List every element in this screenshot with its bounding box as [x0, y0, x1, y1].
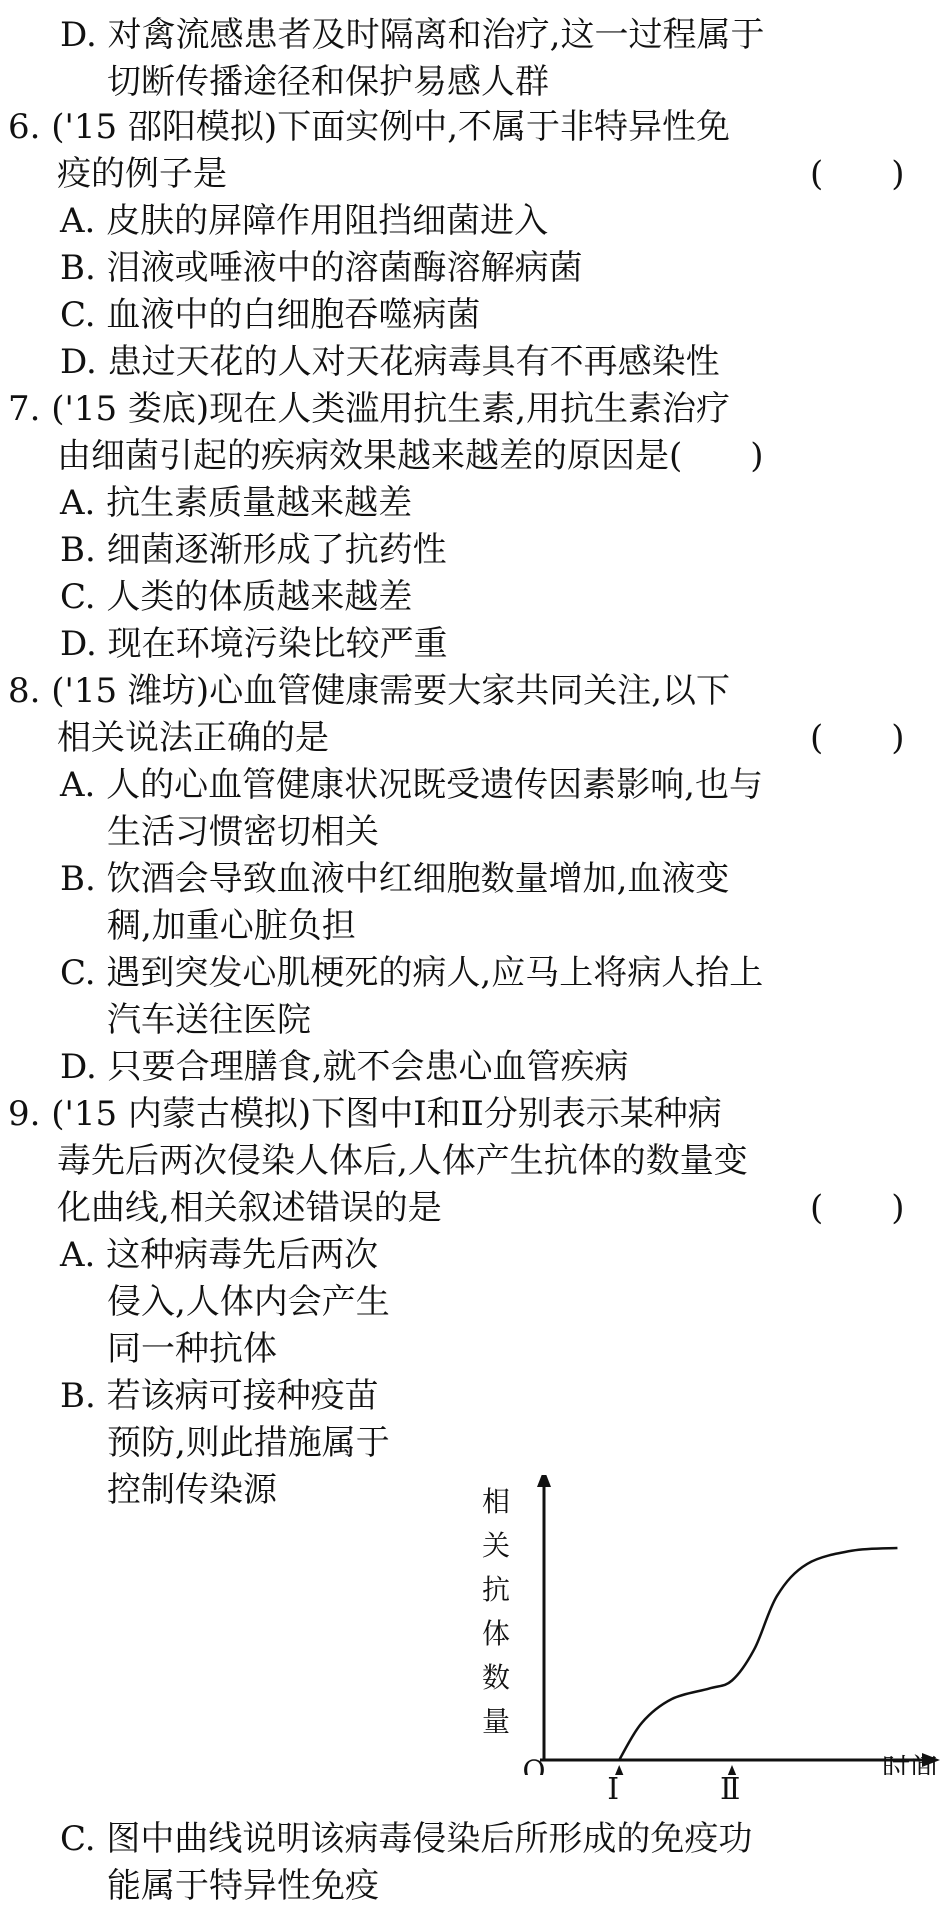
y-axis-label-char: 相	[481, 1485, 511, 1518]
q6-stem-line2: 疫的例子是	[57, 154, 227, 194]
q9-option-b-line2: 预防,则此措施属于	[107, 1423, 390, 1463]
q9-stem-line2: 毒先后两次侵染人体后,人体产生抗体的数量变	[57, 1141, 748, 1181]
y-axis-arrowhead	[537, 1475, 551, 1487]
antibody-chart-svg	[480, 1475, 940, 1775]
marker-label: Ⅰ	[607, 1772, 620, 1807]
y-axis-label-char: 关	[481, 1529, 511, 1562]
y-axis-label-char: 体	[481, 1617, 511, 1650]
marker-label: Ⅱ	[720, 1772, 741, 1807]
q9-option-a-line1: A. 这种病毒先后两次	[60, 1235, 379, 1275]
q6-option-b: B. 泪液或唾液中的溶菌酶溶解病菌	[60, 248, 583, 288]
q9-option-c-line2: 能属于特异性免疫	[107, 1866, 379, 1906]
q7-option-b: B. 细菌逐渐形成了抗药性	[60, 530, 447, 570]
q7-option-c: C. 人类的体质越来越差	[60, 577, 413, 617]
q7-stem-line1: 7. ('15 娄底)现在人类滥用抗生素,用抗生素治疗	[8, 389, 731, 429]
antibody-chart	[480, 1475, 940, 1807]
q8-option-a-line2: 生活习惯密切相关	[107, 812, 379, 852]
q8-stem-line2: 相关说法正确的是	[57, 718, 329, 758]
q7-stem-line2: 由细菌引起的疾病效果越来越差的原因是( )	[57, 436, 764, 476]
q8-option-b-line2: 稠,加重心脏负担	[107, 906, 356, 946]
q8-option-d: D. 只要合理膳食,就不会患心血管疾病	[60, 1047, 629, 1087]
q6-option-c: C. 血液中的白细胞吞噬病菌	[60, 295, 481, 335]
antibody-curve-group	[619, 1548, 897, 1760]
q8-answer-blank: ( )	[810, 718, 905, 758]
q9-stem-line1: 9. ('15 内蒙古模拟)下图中Ⅰ和Ⅱ分别表示某种病	[8, 1094, 722, 1134]
q6-answer-blank: ( )	[810, 154, 905, 194]
q6-option-a: A. 皮肤的屏障作用阻挡细菌进入	[60, 201, 549, 241]
q9-option-c-line1: C. 图中曲线说明该病毒侵染后所形成的免疫功	[60, 1819, 753, 1859]
q7-option-d: D. 现在环境污染比较严重	[60, 624, 448, 664]
q5-option-d-line1: D. 对禽流感患者及时隔离和治疗,这一过程属于	[60, 15, 765, 55]
q9-stem-line3: 化曲线,相关叙述错误的是	[57, 1188, 442, 1228]
origin-label: O	[522, 1754, 546, 1775]
q9-option-b-line1: B. 若该病可接种疫苗	[60, 1376, 379, 1416]
y-axis-label-char: 数	[481, 1661, 511, 1694]
q8-option-a-line1: A. 人的心血管健康状况既受遗传因素影响,也与	[60, 765, 763, 805]
q9-option-b-line3: 控制传染源	[107, 1470, 277, 1510]
q8-option-b-line1: B. 饮酒会导致血液中红细胞数量增加,血液变	[60, 859, 730, 899]
q6-option-d: D. 患过天花的人对天花病毒具有不再感染性	[60, 342, 720, 382]
q9-option-a-line3: 同一种抗体	[107, 1329, 277, 1369]
q6-stem-line1: 6. ('15 邵阳模拟)下面实例中,不属于非特异性免	[8, 107, 731, 147]
y-axis-label-char: 抗	[481, 1573, 511, 1606]
antibody-curve	[619, 1548, 897, 1760]
infection-markers	[614, 1765, 737, 1775]
q9-option-a-line2: 侵入,人体内会产生	[107, 1282, 390, 1322]
q5-option-d-line2: 切断传播途径和保护易感人群	[107, 62, 549, 102]
q9-answer-blank: ( )	[810, 1188, 905, 1228]
q7-option-a: A. 抗生素质量越来越差	[60, 483, 413, 523]
q8-stem-line1: 8. ('15 潍坊)心血管健康需要大家共同关注,以下	[8, 671, 731, 711]
y-axis-label	[482, 1485, 510, 1738]
q8-option-c-line1: C. 遇到突发心肌梗死的病人,应马上将病人抬上	[60, 953, 764, 993]
x-axis-label: 时间	[881, 1752, 939, 1775]
y-axis-label-char: 量	[481, 1705, 511, 1738]
q8-option-c-line2: 汽车送往医院	[107, 1000, 311, 1040]
